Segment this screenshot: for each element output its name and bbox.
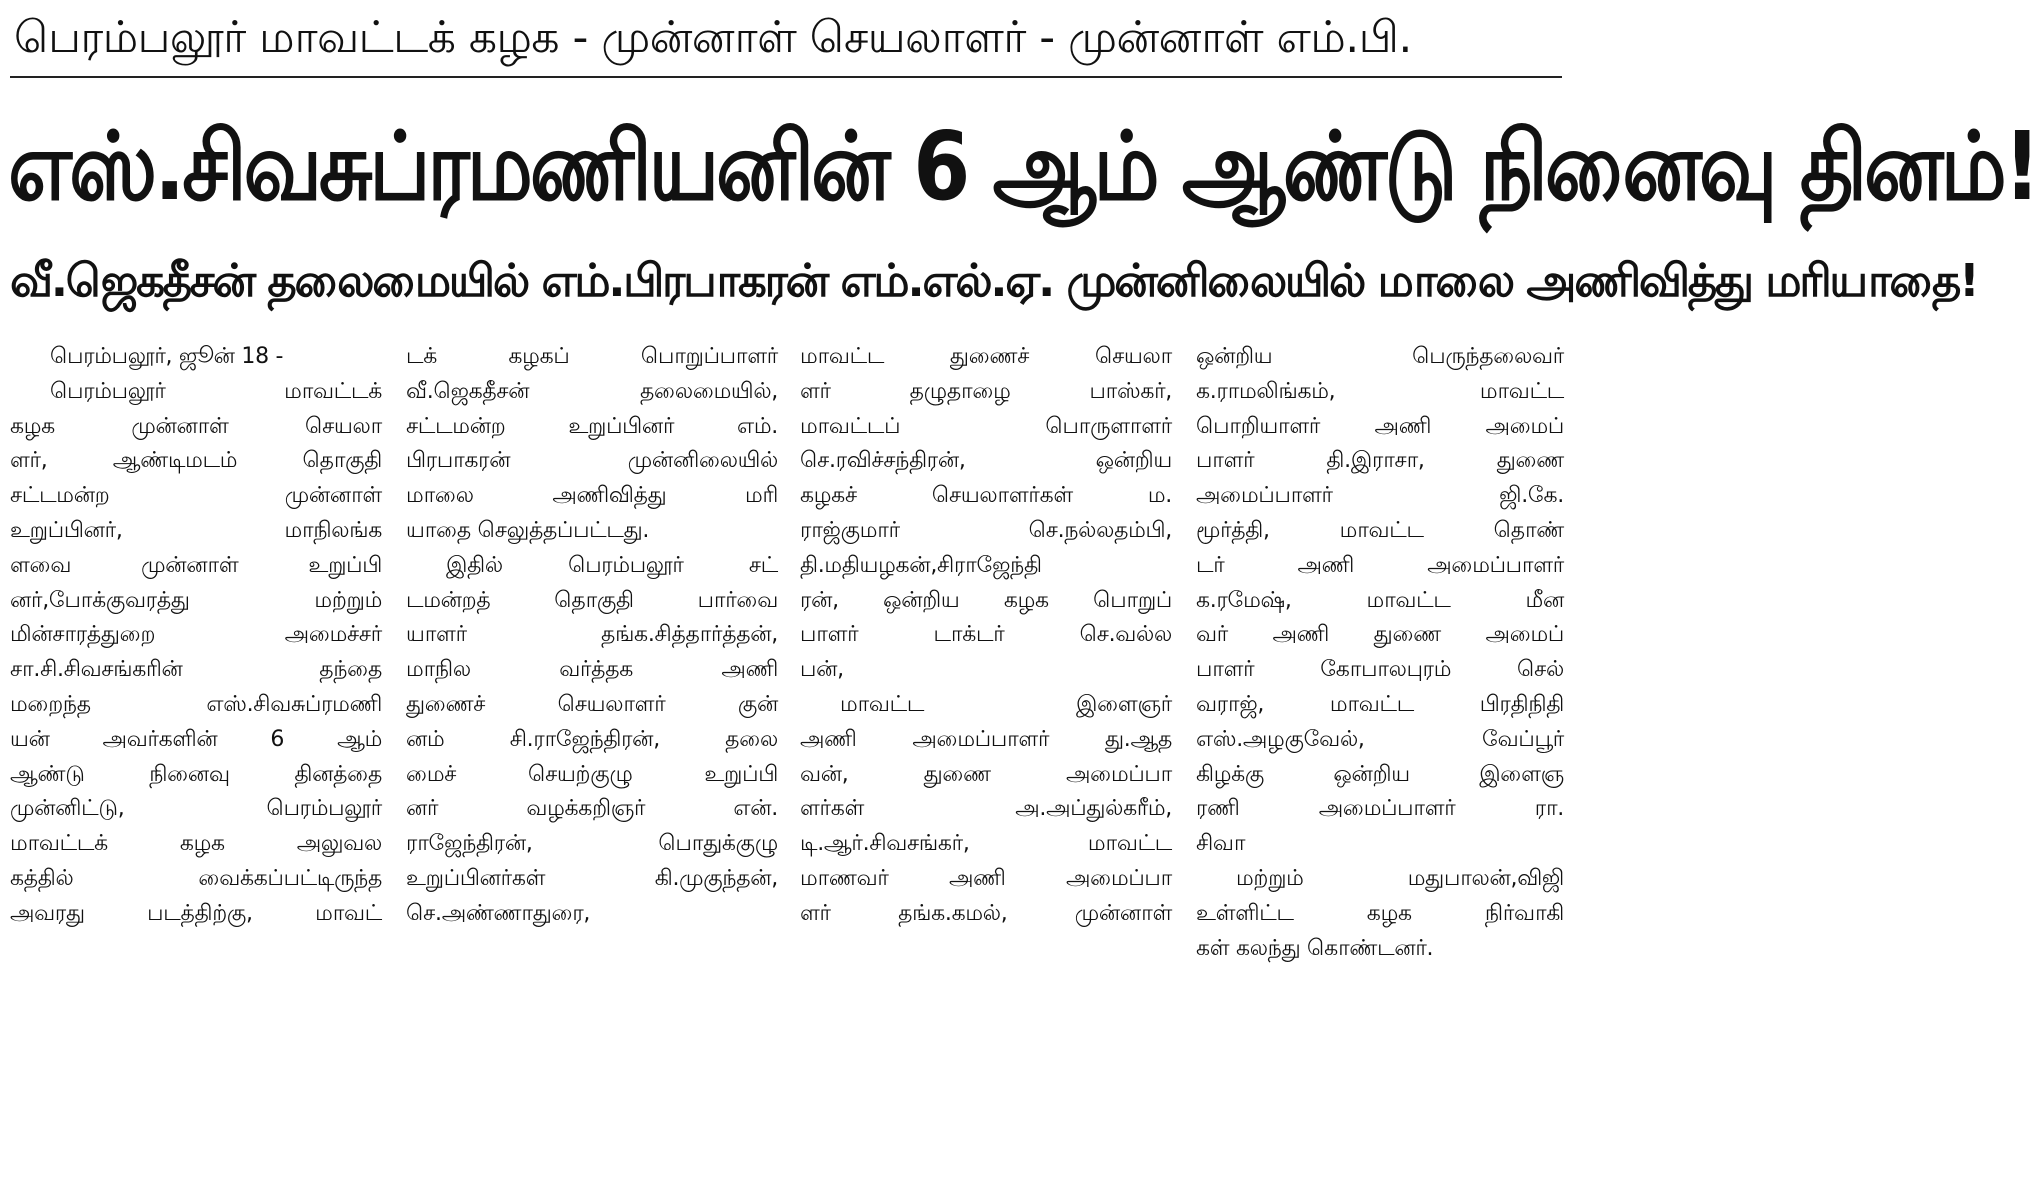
article-line: முன்னிட்டு, பெரம்பலூர் [10, 796, 382, 822]
article-line: ளர் தழுதாழை பாஸ்கர், [800, 378, 1172, 404]
article-line: டர் அணி அமைப்பாளர் [1196, 552, 1564, 578]
subheadline: வீ.ஜெகதீசன் தலைமையில் எம்.பிரபாகரன் எம்.எல்.ஏ. முன்னிலையில் மாலை அணிவித்து மரியாதை! [10, 254, 1978, 307]
article-line: கிழக்கு ஒன்றிய இளைஞ [1196, 761, 1564, 787]
article-line: ளர் தங்க.கமல், முன்னாள் [800, 900, 1172, 926]
article-line: அணி அமைப்பாளர் து.ஆத [800, 726, 1172, 752]
article-line: மறைந்த எஸ்.சிவசுப்ரமணி [10, 691, 382, 717]
article-line: சட்டமன்ற முன்னாள் [10, 483, 382, 509]
article-line: யாளர் தங்க.சித்தார்த்தன், [406, 622, 778, 648]
kicker-line: பெரம்பலூர் மாவட்டக் கழக - முன்னாள் செயலாளர் - முன்னாள் எம்.பி. [14, 12, 1412, 63]
article-line: ரணி அமைப்பாளர் ரா. [1196, 796, 1564, 822]
article-line: மாநில வர்த்தக அணி [406, 657, 778, 683]
article-line: அமைப்பாளர் ஜி.கே. [1196, 483, 1564, 509]
article-line: எஸ்.அழகுவேல், வேப்பூர் [1196, 726, 1564, 752]
article-line: பெரம்பலூர் மாவட்டக் [50, 378, 382, 404]
article-line: யன் அவர்களின் 6 ஆம் [10, 726, 382, 752]
article-line: வராஜ், மாவட்ட பிரதிநிதி [1196, 691, 1564, 717]
article-line: பெரம்பலூர், ஜூன் 18 - [50, 344, 284, 369]
article-line: தி.மதியழகன்,சிராஜேந்தி [800, 552, 1042, 578]
headline: எஸ்.சிவசுப்ரமணியனின் 6 ஆம் ஆண்டு நினைவு தினம்! [8, 112, 2038, 222]
article-line: ராஜேந்திரன், பொதுக்குழு [406, 831, 778, 857]
article-line: கழகச் செயலாளர்கள் ம. [800, 483, 1172, 509]
article-line: மாவட்ட துணைச் செயலா [800, 344, 1172, 369]
article-line: துணைச் செயலாளர் குன் [406, 691, 778, 717]
article-line: மின்சாரத்துறை அமைச்சர் [10, 622, 382, 648]
article-line: கள் கலந்து கொண்டனர். [1196, 935, 1434, 961]
article-line: னர்,போக்குவரத்து மற்றும் [10, 587, 382, 613]
article-line: டி.ஆர்.சிவசங்கர், மாவட்ட [800, 831, 1172, 857]
article-line: மைச் செயற்குழு உறுப்பி [406, 761, 778, 787]
article-line: சட்டமன்ற உறுப்பினர் எம். [406, 413, 778, 439]
article-line: பிரபாகரன் முன்னிலையில் [406, 448, 778, 474]
article-line: னர் வழக்கறிஞர் என். [406, 796, 778, 822]
article-line: உறுப்பினர், மாநிலங்க [10, 517, 382, 543]
article-line: செ.அண்ணாதுரை, [406, 900, 591, 926]
article-line: வன், துணை அமைப்பா [800, 761, 1172, 787]
article-column-3 [800, 340, 1172, 1008]
article-line: பாளர் தி.இராசா, துணை [1196, 448, 1564, 474]
article-column-4 [1196, 340, 1564, 1008]
article-line: மூர்த்தி, மாவட்ட தொண் [1196, 517, 1564, 543]
article-body [10, 340, 1564, 1008]
article-line: ஆண்டு நினைவு தினத்தை [10, 761, 382, 787]
article-line: க.ராமலிங்கம், மாவட்ட [1196, 378, 1564, 404]
article-line: யாதை செலுத்தப்பட்டது. [406, 517, 650, 543]
article-line: ஒன்றிய பெருந்தலைவர் [1196, 344, 1564, 369]
article-line: மாணவர் அணி அமைப்பா [800, 865, 1172, 891]
article-line: டமன்றத் தொகுதி பார்வை [406, 587, 778, 613]
article-line: பாளர் டாக்டர் செ.வல்ல [800, 622, 1172, 648]
article-line: ரன், ஒன்றிய கழக பொறுப் [800, 587, 1172, 613]
article-line: கத்தில் வைக்கப்பட்டிருந்த [10, 865, 382, 891]
article-line: டக் கழகப் பொறுப்பாளர் [406, 344, 778, 369]
article-line: வர் அணி துணை அமைப் [1196, 622, 1564, 648]
article-line: மாவட்ட இளைஞர் [840, 691, 1172, 717]
article-line: ராஜ்குமார் செ.நல்லதம்பி, [800, 517, 1172, 543]
article-line: பன், [800, 657, 844, 683]
article-line: பாளர் கோபாலபுரம் செல் [1196, 657, 1564, 683]
article-line: ளர், ஆண்டிமடம் தொகுதி [10, 448, 382, 474]
article-line: இதில் பெரம்பலூர் சட் [446, 552, 778, 578]
kicker-divider [10, 76, 1562, 78]
article-line: வீ.ஜெகதீசன் தலைமையில், [406, 378, 778, 404]
article-line: ளர்கள் அ.அப்துல்கரீம், [800, 796, 1172, 822]
article-line: மாவட்டப் பொருளாளர் [800, 413, 1172, 439]
article-line: க.ரமேஷ், மாவட்ட மீன [1196, 587, 1564, 613]
article-line: பொறியாளர் அணி அமைப் [1196, 413, 1564, 439]
article-line: ளவை முன்னாள் உறுப்பி [10, 552, 382, 578]
article-line: செ.ரவிச்சந்திரன், ஒன்றிய [800, 448, 1172, 474]
article-line: மாலை அணிவித்து மரி [406, 483, 778, 509]
article-line: சிவா [1196, 831, 1246, 857]
article-line: சா.சி.சிவசங்கரின் தந்தை [10, 657, 382, 683]
article-line: கழக முன்னாள் செயலா [10, 413, 382, 439]
article-column-2 [406, 340, 778, 1008]
article-line: உறுப்பினர்கள் கி.முகுந்தன், [406, 865, 778, 891]
article-line: மாவட்டக் கழக அலுவல [10, 831, 382, 857]
article-line: னம் சி.ராஜேந்திரன், தலை [406, 726, 778, 752]
article-line: அவரது படத்திற்கு, மாவட் [10, 900, 382, 926]
article-line: மற்றும் மதுபாலன்,விஜி [1236, 865, 1564, 891]
article-column-1 [10, 340, 382, 1008]
article-line: உள்ளிட்ட கழக நிர்வாகி [1196, 900, 1564, 926]
